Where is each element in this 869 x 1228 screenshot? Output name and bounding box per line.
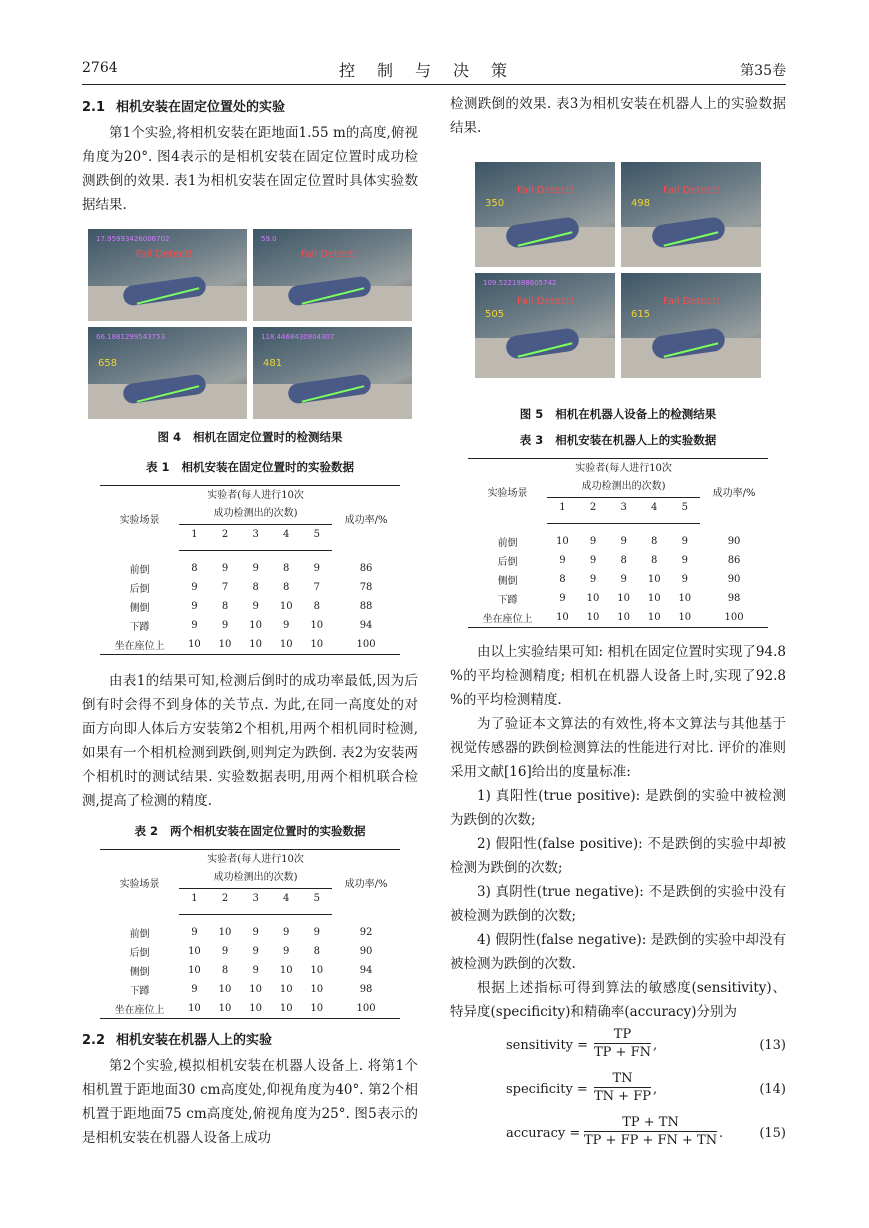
table-cell: 98 [359, 984, 373, 995]
denominator: TP + FN [594, 1045, 651, 1060]
paragraph: 第2个实验,模拟相机安装在机器人设备上. 将第1个相机置于距地面30 cm高度处,仰视角度为40°. 第2个相机置于距地面75 cm高度处,俯视角度为25°. 图5表示的是相机安装在机器人设备上成功 [82, 1058, 418, 1146]
table-cell: 10 [240, 635, 271, 655]
table-cell: 下蹲 [129, 622, 150, 633]
table-cell: 10 [210, 999, 241, 1019]
table-cell: 86 [727, 555, 741, 566]
table-cell: 10 [249, 984, 262, 995]
table-cell: 前倒 [129, 929, 150, 940]
photo-overlay-label: 66.1881299543753 [96, 333, 166, 341]
table-cell: 94 [359, 620, 373, 631]
table-row [100, 578, 400, 597]
table-cell: 10 [179, 635, 210, 655]
paragraph: 第1个实验,将相机安装在距地面1.55 m的高度,俯视角度为20°. 图4表示的是相机安装在固定位置时成功检测跌倒的效果. 表1为相机安装在固定位置时具体实验数据结果. [82, 125, 418, 213]
table-cell: 9 [252, 563, 259, 574]
equation-punct: . [719, 1126, 724, 1141]
photo-count-label: 505 [485, 308, 505, 320]
photo-count-label: 481 [263, 358, 283, 370]
fall-detect-label: Fall Detect! [135, 249, 193, 261]
col-header-index: 3 [240, 525, 271, 545]
table-cell: 后倒 [497, 557, 518, 568]
table-cell: 100 [700, 608, 768, 628]
col-header-index: 2 [210, 525, 241, 545]
photo-count-label: 498 [631, 197, 651, 209]
page-number: 2764 [82, 60, 118, 76]
table-cell: 10 [639, 608, 670, 628]
table-cell: 9 [313, 927, 320, 938]
col-header-index: 3 [608, 498, 639, 518]
table-cell: 7 [313, 582, 320, 593]
table-cell: 侧倒 [129, 603, 150, 614]
table-cell: 9 [283, 927, 290, 938]
table-cell: 9 [589, 555, 597, 566]
paragraph: 为了验证本文算法的有效性,将本文算法与其他基于视觉传感器的跌倒检测算法的性能进行对比. 评价的准则采用文献[16]给出的度量标准: [450, 716, 786, 780]
numerator: TN [594, 1071, 651, 1088]
table-cell: 10 [271, 635, 302, 655]
table-cell: 8 [252, 582, 259, 593]
table-cell: 10 [179, 999, 210, 1019]
table-cell: 98 [727, 593, 741, 604]
equation-lhs: sensitivity = [506, 1038, 589, 1053]
table-cell: 10 [647, 593, 661, 604]
table-cell: 8 [191, 563, 198, 574]
table-cell: 10 [210, 635, 241, 655]
photo-overlay-label: 118.4468430804307 [261, 333, 335, 341]
col-header-index: 4 [271, 889, 302, 909]
left-column [82, 92, 418, 1150]
figure-5 [475, 162, 761, 378]
table-cell: 10 [617, 593, 630, 604]
col-header-index: 1 [179, 525, 210, 545]
numerator: TP + TN [584, 1115, 717, 1132]
table-row [100, 961, 400, 980]
table-cell: 10 [302, 999, 333, 1019]
table-cell: 后倒 [129, 948, 150, 959]
table-cell: 9 [589, 536, 597, 547]
detection-photo [621, 162, 761, 267]
photo-count-label: 350 [485, 197, 505, 209]
table-row [100, 923, 400, 942]
table-cell: 10 [249, 620, 262, 631]
col-header-rate: 成功率/% [332, 850, 400, 915]
table-cell: 8 [313, 946, 320, 957]
figure-4-caption: 图 4 相机在固定位置时的检测结果 [157, 430, 343, 444]
equation [450, 1068, 786, 1112]
table-cell: 10 [240, 999, 271, 1019]
table-cell: 90 [727, 536, 741, 547]
table-row [468, 589, 768, 608]
table-cell: 坐在座位上 [100, 999, 179, 1019]
col-header-index: 2 [210, 889, 241, 909]
table-row [100, 597, 400, 616]
photo-overlay-label: 17.95993426006702 [96, 235, 170, 243]
equations [450, 1024, 786, 1156]
detection-photo [253, 327, 412, 419]
equation-punct: , [653, 1082, 658, 1097]
table-cell: 88 [359, 601, 373, 612]
col-header-index: 1 [179, 889, 210, 909]
equation-punct: , [653, 1038, 658, 1053]
table-cell: 10 [279, 965, 293, 976]
table-1-caption: 表 1 相机安装在固定位置时的实验数据 [145, 460, 354, 474]
table-cell: 8 [313, 601, 320, 612]
table-cell: 10 [608, 608, 639, 628]
fall-detect-label: Fall Detect! [517, 296, 575, 308]
photo-overlay-label: 59.0 [261, 235, 277, 243]
col-header-index: 5 [670, 498, 701, 518]
col-header-index: 4 [639, 498, 670, 518]
table-cell: 下蹲 [129, 986, 150, 997]
section-2-1-heading: 2.1 相机安装在固定位置处的实验 [82, 100, 286, 115]
equation-fraction [594, 1027, 651, 1060]
table-cell: 前倒 [497, 538, 518, 549]
table-cell: 9 [589, 574, 597, 585]
table-cell: 10 [188, 965, 201, 976]
volume-label: 第35卷 [740, 63, 786, 79]
table-cell: 9 [191, 984, 198, 995]
table-cell: 9 [191, 582, 198, 593]
table-cell: 10 [647, 574, 661, 585]
fall-detect-label: Fall Detect! [663, 185, 721, 197]
col-header-rate: 成功率/% [332, 486, 400, 551]
table-cell: 10 [670, 608, 701, 628]
table-cell: 坐在座位上 [468, 608, 547, 628]
table-row [100, 559, 400, 578]
equation [450, 1112, 786, 1156]
table-cell: 9 [221, 563, 229, 574]
table-2 [100, 849, 400, 1019]
fall-detect-label: Fall Detect! [663, 296, 721, 308]
right-column [450, 92, 786, 1156]
table-cell: 9 [620, 536, 627, 547]
table-row [100, 980, 400, 999]
table-cell: 8 [221, 601, 229, 612]
fall-detect-label: Fall Detect! [517, 185, 575, 197]
table-cell: 10 [310, 965, 324, 976]
table-cell: 侧倒 [497, 576, 518, 587]
table-cell: 78 [359, 582, 373, 593]
table-cell: 9 [313, 563, 320, 574]
table-cell: 9 [559, 555, 566, 566]
table-row [468, 532, 768, 551]
detection-photo [88, 327, 247, 419]
col-header-scene: 实验场景 [100, 486, 179, 551]
table-cell: 90 [727, 574, 741, 585]
table-cell: 9 [221, 946, 229, 957]
detection-photo [253, 229, 412, 321]
fall-detect-label: Fall Detect! [300, 249, 358, 261]
table-2-caption: 表 2 两个相机安装在固定位置时的实验数据 [134, 824, 366, 838]
figure-4 [88, 229, 412, 419]
denominator: TN + FP [594, 1089, 651, 1104]
table-3-caption: 表 3 相机安装在机器人上的实验数据 [519, 433, 717, 447]
table-cell: 8 [221, 965, 229, 976]
table-1 [100, 485, 400, 655]
col-header-group: 实验者(每人进行10次 成功检测出的次数) [179, 850, 332, 889]
equation-fraction [584, 1115, 717, 1148]
table-cell: 9 [191, 601, 198, 612]
table-cell: 9 [681, 574, 688, 585]
detection-photo [88, 229, 247, 321]
table-cell: 10 [188, 946, 201, 957]
table-cell: 10 [271, 999, 302, 1019]
equation-number: (15) [759, 1126, 786, 1141]
col-header-index: 3 [240, 889, 271, 909]
table-cell: 10 [547, 608, 578, 628]
table-cell: 10 [302, 635, 333, 655]
paragraph: 由表1的结果可知,检测后倒时的成功率最低,因为后倒有时会得不到身体的关节点. 为此,在同一高度处的对面方向即人体后方安装第2个相机,用两个相机同时检测,如果有一个相机检测到跌倒,则判定为跌倒. 表2为安装两个相机时的测试结果. 实验数据表明,用两个相机联合检测,提高了检测的精度. [82, 673, 418, 809]
numerator: TP [594, 1027, 651, 1044]
table-cell: 10 [556, 536, 569, 547]
table-cell: 9 [283, 620, 290, 631]
table-row [100, 942, 400, 961]
table-cell: 下蹲 [497, 595, 518, 606]
table-cell: 8 [559, 574, 566, 585]
detection-photo [621, 273, 761, 378]
table-cell: 侧倒 [129, 967, 150, 978]
table-cell: 100 [332, 999, 400, 1019]
running-header [82, 58, 786, 80]
table-row [468, 570, 768, 589]
col-header-index: 1 [547, 498, 578, 518]
table-cell: 9 [681, 536, 688, 547]
table-cell: 10 [310, 620, 324, 631]
table-cell: 10 [218, 927, 232, 938]
table-cell: 9 [252, 946, 259, 957]
table-row [468, 551, 768, 570]
paragraph: 由以上实验结果可知: 相机在固定位置时实现了94.8 %的平均检测精度; 相机在机器人设备上时,实现了92.8 %的平均检测精度. [450, 644, 786, 708]
photo-overlay-label: 109.5221988605742 [483, 279, 557, 287]
col-header-rate: 成功率/% [700, 459, 768, 524]
table-cell: 9 [252, 965, 259, 976]
col-header-scene: 实验场景 [468, 459, 547, 524]
table-cell: 94 [359, 965, 373, 976]
equation [450, 1024, 786, 1068]
table-cell: 9 [221, 620, 229, 631]
equation-lhs: accuracy = [506, 1126, 581, 1141]
list-item: 4) 假阴性(false negative): 是跌倒的实验中却没有被检测为跌倒的次数. [450, 932, 786, 972]
equation-fraction [594, 1071, 651, 1104]
table-cell: 9 [283, 946, 290, 957]
table-cell: 后倒 [129, 584, 150, 595]
table-cell: 100 [332, 635, 400, 655]
figure-5-caption: 图 5 相机在机器人设备上的检测结果 [519, 407, 717, 421]
table-cell: 10 [310, 984, 324, 995]
col-header-index: 4 [271, 525, 302, 545]
table-cell: 92 [359, 927, 373, 938]
photo-count-label: 658 [98, 358, 118, 370]
table-cell: 10 [279, 601, 293, 612]
equation-number: (14) [759, 1082, 786, 1097]
table-cell: 10 [586, 593, 600, 604]
detection-photo [475, 162, 615, 267]
table-cell: 10 [578, 608, 609, 628]
paragraph: 根据上述指标可得到算法的敏感度(sensitivity)、特异度(specificity)和精确率(accuracy)分别为 [450, 980, 786, 1020]
table-cell: 90 [359, 946, 373, 957]
table-row [100, 616, 400, 635]
table-cell: 9 [681, 555, 688, 566]
table-cell: 9 [191, 927, 198, 938]
table-cell: 8 [651, 555, 658, 566]
table-cell: 坐在座位上 [100, 635, 179, 655]
table-cell: 7 [221, 582, 229, 593]
journal-title: 控制与决策 [338, 61, 529, 80]
table-cell: 8 [620, 555, 627, 566]
col-header-group: 实验者(每人进行10次 成功检测出的次数) [179, 486, 332, 525]
table-cell: 8 [283, 582, 290, 593]
header-rule [82, 84, 786, 85]
detection-photo [475, 273, 615, 378]
photo-count-label: 615 [631, 308, 651, 320]
table-cell: 9 [252, 601, 259, 612]
list-item: 2) 假阳性(false positive): 不是跌倒的实验中却被检测为跌倒的次数; [450, 836, 786, 876]
section-2-2-heading: 2.2 相机安装在机器人上的实验 [82, 1033, 273, 1048]
col-header-index: 2 [578, 498, 609, 518]
table-cell: 9 [559, 593, 566, 604]
table-row [100, 999, 400, 1019]
table-row [100, 635, 400, 655]
col-header-index: 5 [302, 525, 333, 545]
table-cell: 10 [678, 593, 692, 604]
table-cell: 10 [218, 984, 232, 995]
col-header-group: 实验者(每人进行10次 成功检测出的次数) [547, 459, 700, 498]
list-item: 3) 真阴性(true negative): 不是跌倒的实验中没有被检测为跌倒的次数; [450, 884, 786, 924]
table-3 [468, 458, 768, 628]
list-item: 1) 真阳性(true positive): 是跌倒的实验中被检测为跌倒的次数; [450, 788, 786, 828]
table-cell: 前倒 [129, 565, 150, 576]
table-cell: 10 [279, 984, 293, 995]
table-cell: 9 [191, 620, 198, 631]
paragraph: 检测跌倒的效果. 表3为相机安装在机器人上的实验数据结果. [450, 96, 786, 136]
table-cell: 8 [651, 536, 658, 547]
equation-lhs: specificity = [506, 1082, 588, 1097]
col-header-scene: 实验场景 [100, 850, 179, 915]
table-cell: 8 [283, 563, 290, 574]
table-cell: 9 [252, 927, 259, 938]
table-row [468, 608, 768, 628]
denominator: TP + FP + FN + TN [584, 1133, 718, 1148]
table-cell: 86 [359, 563, 373, 574]
table-cell: 9 [620, 574, 627, 585]
col-header-index: 5 [302, 889, 333, 909]
equation-number: (13) [759, 1038, 786, 1053]
